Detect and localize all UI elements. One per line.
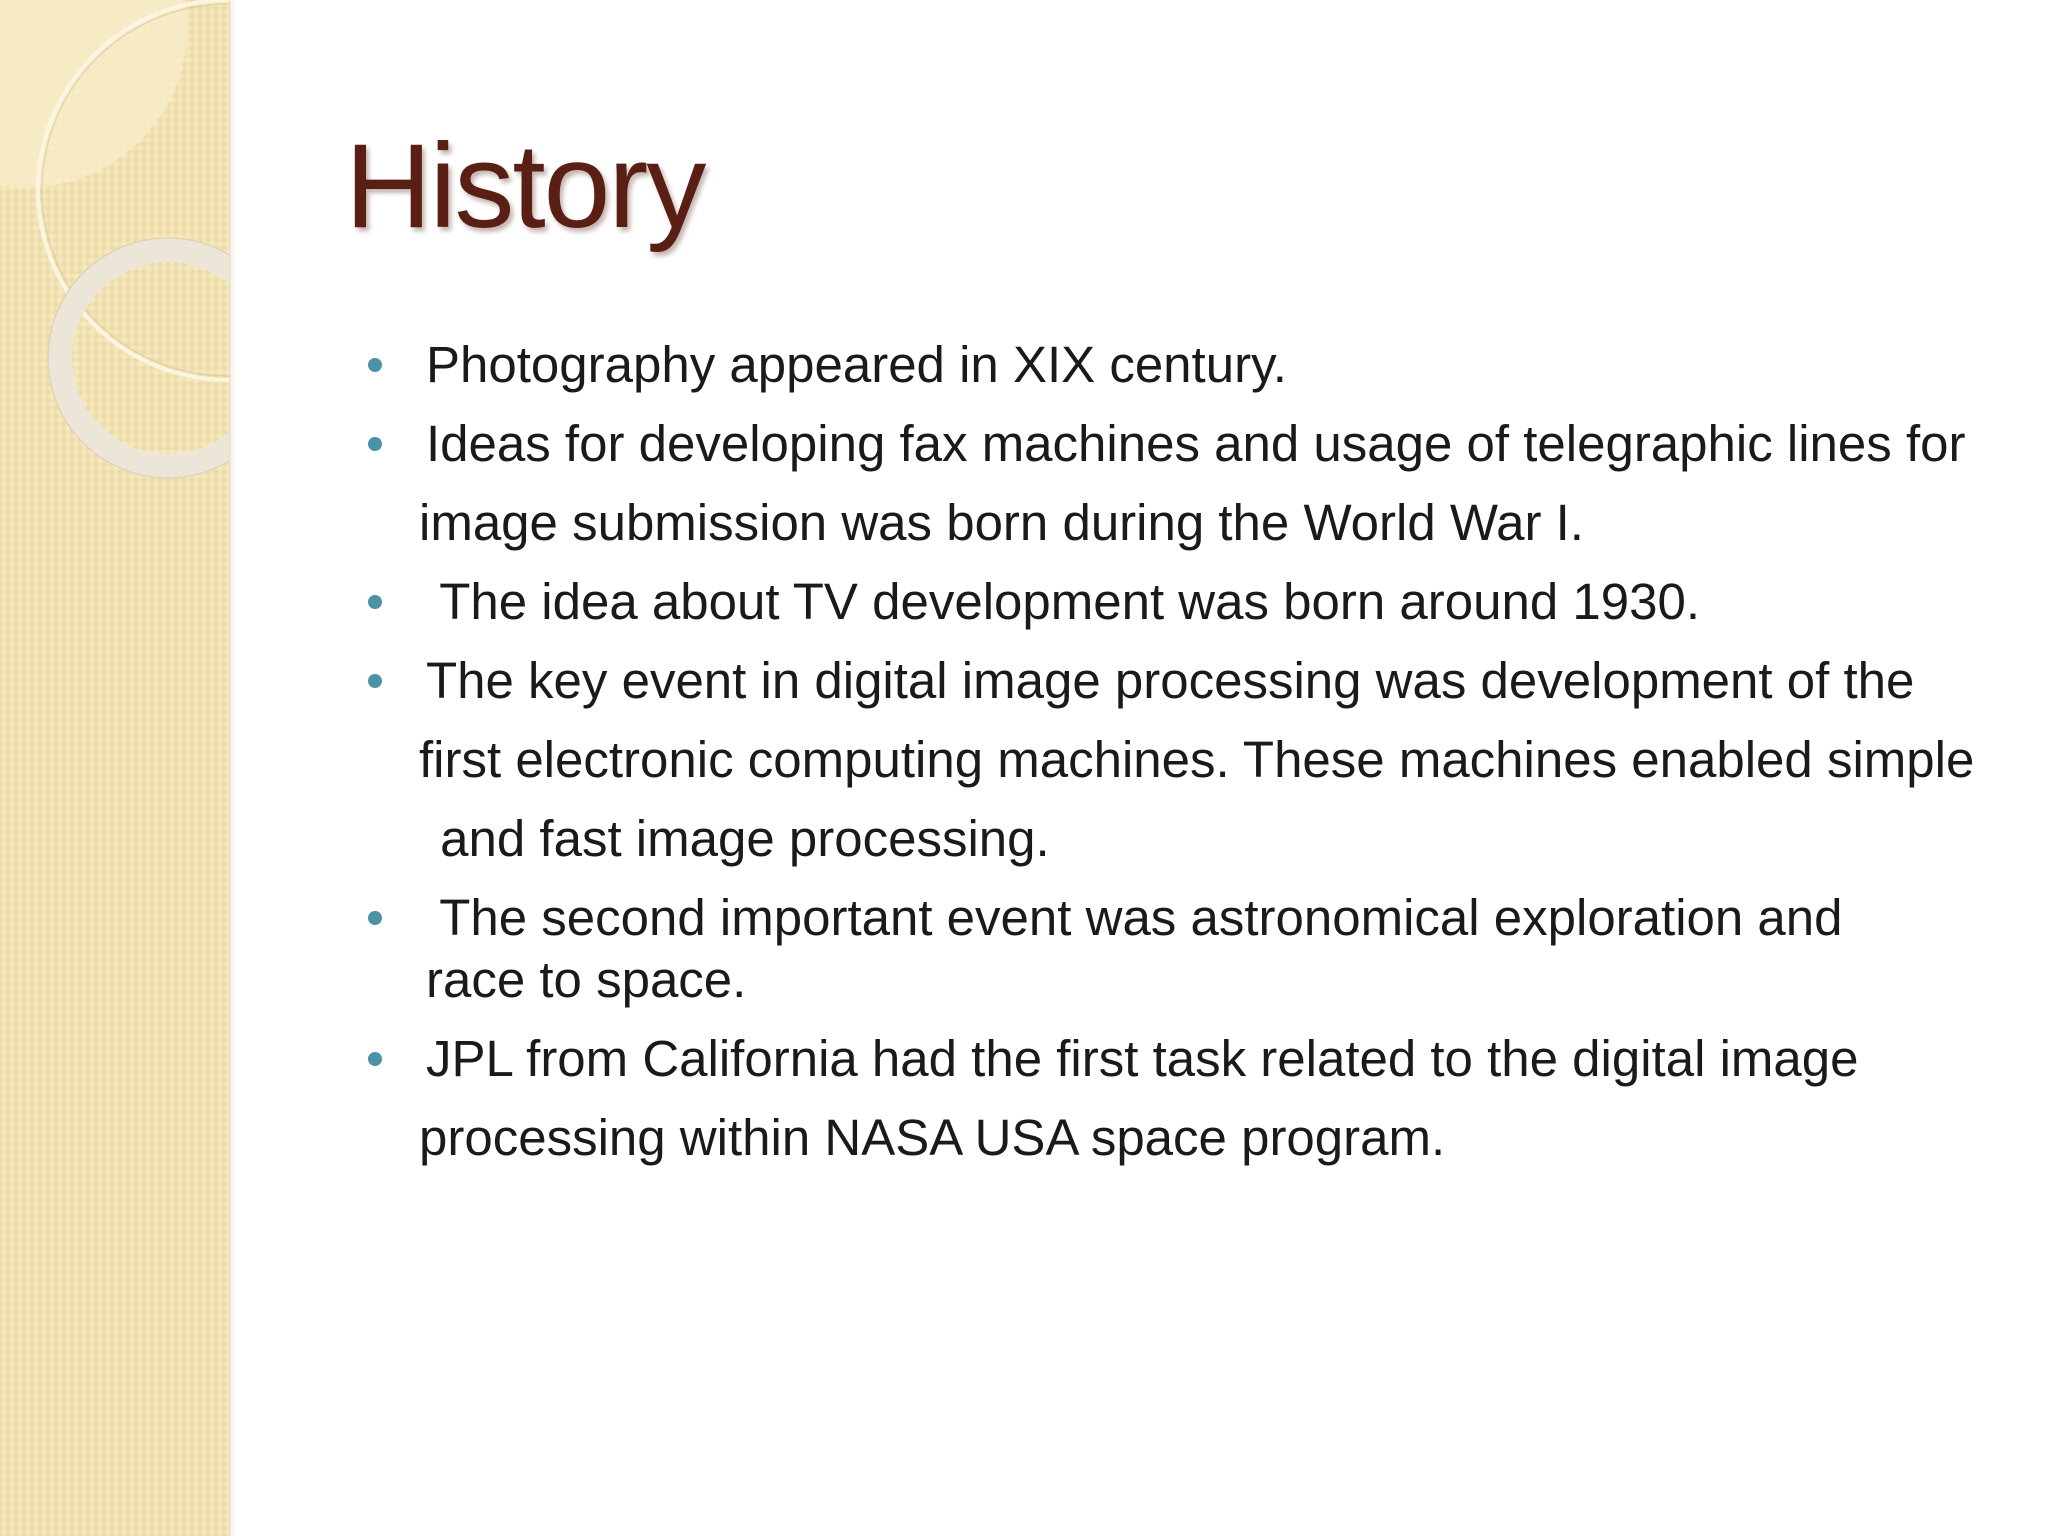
bullet-item bbox=[360, 404, 2010, 562]
bullet-text: The idea about TV development was born around 1930. bbox=[426, 573, 1701, 630]
bullet-text: Photography appeared in XIX century. bbox=[426, 336, 1287, 393]
bullet-text: JPL from California had the first task related to the digital image bbox=[426, 1030, 1859, 1087]
bullet-item bbox=[360, 878, 2010, 1019]
bullet-dot-icon bbox=[368, 674, 382, 688]
bullet-list bbox=[360, 325, 2010, 1177]
bullet-item bbox=[360, 641, 2010, 878]
bullet-item bbox=[360, 562, 2010, 641]
bullet-dot-icon bbox=[368, 911, 382, 925]
bullet-text-continuation: and fast image processing. bbox=[426, 810, 1050, 867]
bullet-text: Ideas for developing fax machines and usage of telegraphic lines for bbox=[426, 415, 1966, 472]
bullet-dot-icon bbox=[368, 437, 382, 451]
bullet-text-continuation: first electronic computing machines. These machines enabled simple bbox=[419, 731, 1975, 788]
bullet-text: The key event in digital image processing was development of the bbox=[426, 652, 1915, 709]
bullet-dot-icon bbox=[368, 1052, 382, 1066]
bullet-item bbox=[360, 1019, 2010, 1177]
slide-title: History bbox=[345, 119, 705, 253]
bullet-text-continuation: race to space. bbox=[426, 951, 747, 1008]
decorative-rings bbox=[0, 0, 229, 520]
bullet-dot-icon bbox=[368, 358, 382, 372]
bullet-text-continuation: image submission was born during the World War I. bbox=[419, 494, 1584, 551]
bullet-text-continuation: processing within NASA USA space program. bbox=[419, 1109, 1446, 1166]
bullet-text: The second important event was astronomical exploration and bbox=[426, 889, 1843, 946]
bullet-dot-icon bbox=[368, 595, 382, 609]
bullet-item bbox=[360, 325, 2010, 404]
